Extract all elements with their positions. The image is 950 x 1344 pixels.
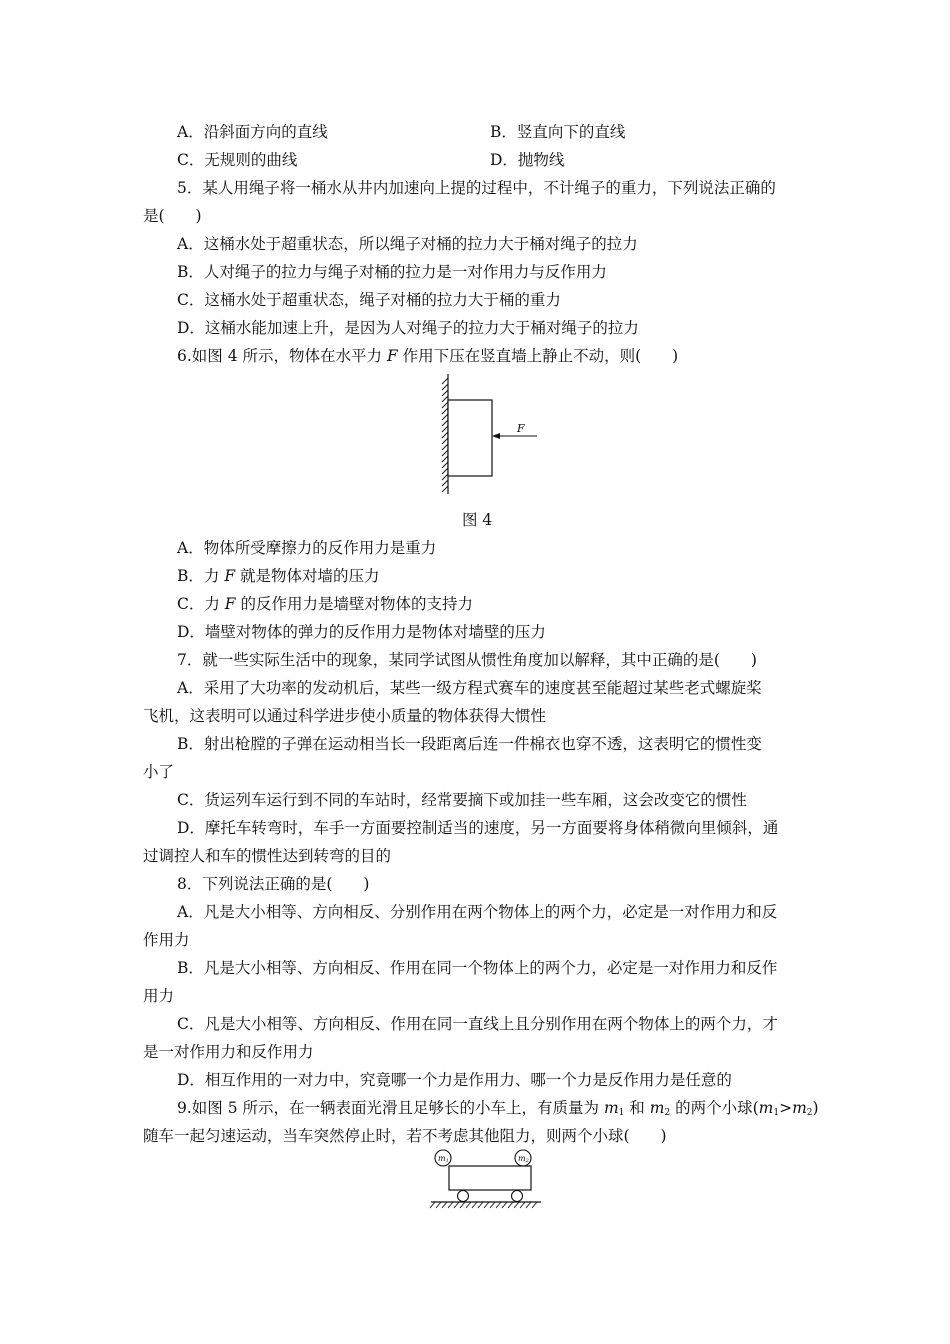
q7-option-c: C．货运列车运行到不同的车站时，经常要摘下或加挂一些车厢，这会改变它的惯性	[177, 791, 747, 809]
q9-mass-subscript-2: 2	[664, 1108, 671, 1118]
q7-option-b-line2: 小了	[143, 763, 175, 781]
q8-option-c-line1: C．凡是大小相等、方向相反、作用在同一直线上且分别作用在两个物体上的两个力，才	[177, 1015, 778, 1033]
q6-option-b-force-symbol: F	[224, 567, 236, 585]
ball-m1-label: m	[438, 1154, 446, 1163]
q6-stem	[177, 346, 678, 366]
ground-hatching	[430, 1202, 537, 1208]
q7-stem: 7．就一些实际生活中的现象，某同学试图从惯性角度加以解释，其中正确的是( )	[177, 651, 757, 669]
q6-option-b-part1: B．力	[177, 567, 225, 585]
cart-wheel-right	[512, 1191, 523, 1202]
q5-option-b: B．人对绳子的拉力与绳子对桶的拉力是一对作用力与反作用力	[177, 263, 607, 281]
q9-text-3: 的两个小球(	[670, 1099, 759, 1117]
q6-stem-part2: 作用下压在竖直墙上静止不动，则( )	[397, 347, 679, 365]
ball-m2-subscript: 2	[525, 1158, 529, 1164]
cart-wheel-left	[458, 1191, 469, 1202]
q4-option-c: C．无规则的曲线	[177, 151, 298, 169]
q9-text-2: 和	[624, 1099, 650, 1117]
q9-mass-symbol-1: m	[603, 1099, 619, 1117]
q8-option-c-line2: 是一对作用力和反作用力	[143, 1043, 314, 1061]
q6-option-c-part1: C．力	[177, 595, 225, 613]
q4-option-d: D．抛物线	[490, 151, 565, 169]
q5-option-d: D．这桶水能加速上升，是因为人对绳子的拉力大于桶对绳子的拉力	[177, 319, 639, 337]
q5-stem-line1: 5．某人用绳子将一桶水从井内加速向上提的过程中，不计绳子的重力，下列说法正确的	[177, 179, 776, 197]
q8-option-d: D．相互作用的一对力中，究竟哪一个力是作用力、哪一个力是反作用力是任意的	[177, 1071, 732, 1089]
q6-option-a: A．物体所受摩擦力的反作用力是重力	[177, 539, 437, 557]
q8-option-b-line1: B．凡是大小相等、方向相反、作用在同一个物体上的两个力，必定是一对作用力和反作	[177, 959, 778, 977]
q8-option-a-line1: A．凡是大小相等、方向相反、分别作用在两个物体上的两个力，必定是一对作用力和反	[177, 903, 778, 921]
q6-stem-force-symbol: F	[386, 347, 398, 365]
q9-mass-symbol-3: m	[758, 1099, 774, 1117]
q9-mass-subscript-3: 1	[773, 1108, 780, 1118]
figure-4-caption: 图 4	[462, 511, 493, 529]
q6-option-b	[177, 566, 380, 586]
q7-option-d-line1: D．摩托车转弯时，车手一方面要控制适当的速度，另一方面要将身体稍微向里倾斜，通	[177, 819, 779, 837]
q4-option-a: A．沿斜面方向的直线	[177, 123, 328, 141]
q9-mass-symbol-2: m	[649, 1099, 665, 1117]
figure-4-wall-block	[425, 370, 555, 500]
q6-option-c-force-symbol: F	[224, 595, 236, 613]
q6-option-c	[177, 594, 473, 614]
q9-stem-line2: 随车一起匀速运动，当车突然停止时，若不考虑其他阻力，则两个小球( )	[143, 1127, 667, 1145]
ball-m1-subscript: 1	[445, 1158, 449, 1164]
q8-option-b-line2: 用力	[143, 987, 175, 1005]
q6-option-c-part2: 的反作用力是墙壁对物体的支持力	[235, 595, 473, 613]
q9-mass-subscript-4: 2	[806, 1108, 813, 1118]
q5-option-c: C．这桶水处于超重状态，绳子对桶的拉力大于桶的重力	[177, 291, 561, 309]
q7-option-a-line1: A．采用了大功率的发动机后，某些一级方程式赛车的速度甚至能超过某些老式螺旋桨	[177, 679, 762, 697]
q6-option-b-part2: 就是物体对墙的压力	[235, 567, 380, 585]
q7-option-b-line1: B．射出枪膛的子弹在运动相当长一段距离后连一件棉衣也穿不透，这表明它的惯性变	[177, 735, 762, 753]
q7-option-d-line2: 过调控人和车的惯性达到转弯的目的	[143, 847, 392, 865]
q9-greater-than: >	[779, 1099, 793, 1117]
figure-5-cart-with-balls	[425, 1148, 545, 1218]
q7-option-a-line2: 飞机，这表明可以通过科学进步使小质量的物体获得大惯性	[143, 707, 547, 725]
q8-option-a-line2: 作用力	[143, 931, 190, 949]
q5-option-a: A．这桶水处于超重状态，所以绳子对桶的拉力大于桶对绳子的拉力	[177, 235, 638, 253]
figure-4-force-label: F	[517, 422, 525, 435]
q8-stem: 8．下列说法正确的是( )	[177, 875, 370, 893]
q5-stem-line2: 是( )	[143, 207, 202, 225]
ball-m2-label: m	[518, 1154, 526, 1163]
q6-option-d: D．墙壁对物体的弹力的反作用力是物体对墙壁的压力	[177, 623, 546, 641]
q9-mass-symbol-4: m	[792, 1099, 807, 1117]
q6-stem-part1: 6.如图 4 所示，物体在水平力	[177, 347, 387, 365]
q9-stem-line1	[177, 1098, 819, 1123]
cart-body	[449, 1166, 531, 1190]
q9-mass-subscript-1: 1	[618, 1108, 625, 1118]
q4-option-b: B．竖直向下的直线	[490, 123, 626, 141]
q9-text-1: 9.如图 5 所示，在一辆表面光滑且足够长的小车上，有质量为	[177, 1099, 604, 1117]
q9-text-5: )	[812, 1099, 819, 1117]
